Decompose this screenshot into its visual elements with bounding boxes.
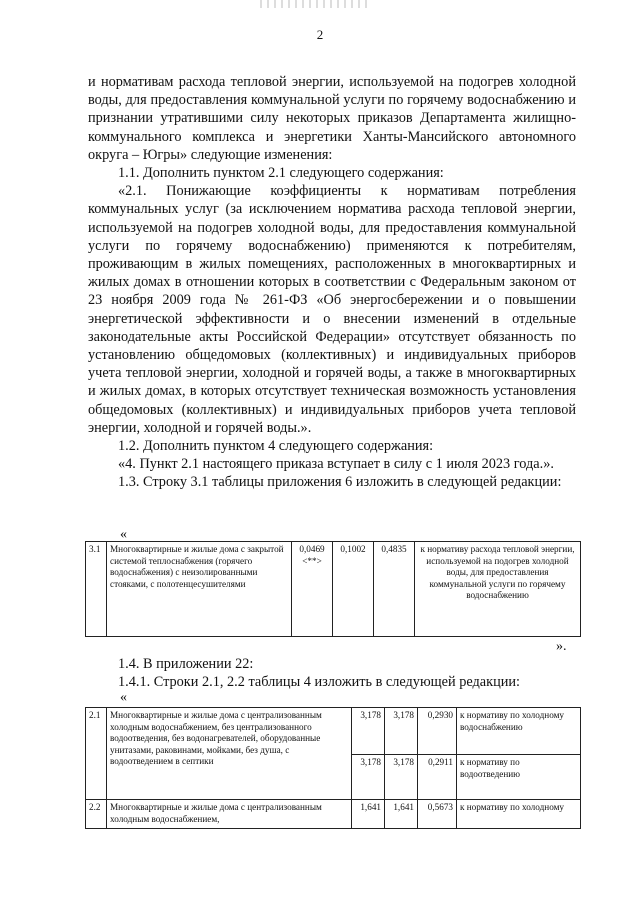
- page-number: 2: [316, 27, 324, 42]
- value-3: 0,5673: [418, 800, 457, 829]
- row-note: к нормативу по водоотведению: [457, 755, 581, 800]
- value-2: 3,178: [385, 755, 418, 800]
- table-row: [86, 708, 581, 755]
- row-description: Многоквартирные и жилые дома с централизованным холодным водоснабжением,: [107, 800, 352, 829]
- row-description: Многоквартирные и жилые дома с централизованным холодным водоснабжением, без централизованного водоотведения, без водонагревателей, оборудованные унитазами, раковинами, мойками, без душа, с водоотведением в септики: [107, 708, 352, 800]
- row-note: к нормативу по холодному водоснабжению: [457, 708, 581, 755]
- value-3: 0,2930: [418, 708, 457, 755]
- paragraph-intro: и нормативам расхода тепловой энергии, используемой на подогрев холодной воды, для предоставления коммунальной услуги по горячему водоснабжению и признании утратившими силу некоторых приказов Департамента жилищно-коммунального комплекса и энергетики Ханты-Мансийского автономного округа – Югры» следующие изменения:: [88, 74, 576, 163]
- table-row: [86, 542, 581, 637]
- paragraph-1-4-1: 1.4.1. Строки 2.1, 2.2 таблицы 4 изложить в следующей редакции:: [118, 674, 521, 691]
- row-number: 2.1: [86, 708, 107, 800]
- row-note: к нормативу по холодному: [457, 800, 581, 829]
- open-quote-1: «: [120, 527, 127, 542]
- value-1: 0,0469: [299, 544, 325, 554]
- table-appendix-22: [85, 707, 581, 829]
- value-3: 0,4835: [374, 542, 415, 637]
- document-body: [88, 73, 576, 492]
- paragraph-4-quote: «4. Пункт 2.1 настоящего приказа вступает в силу с 1 июля 2023 года.».: [118, 456, 554, 473]
- open-quote-2: «: [120, 690, 127, 705]
- value-1: 3,178: [352, 708, 385, 755]
- value-2: 0,1002: [333, 542, 374, 637]
- value-3: 0,2911: [418, 755, 457, 800]
- paragraph-1-4: 1.4. В приложении 22:: [118, 656, 254, 672]
- table-appendix-6: [85, 541, 581, 637]
- row-note: к нормативу расхода тепловой энергии, используемой на подогрев холодной воды, для предоставления коммунальной услуги по горячему водоснабжению: [415, 542, 581, 637]
- paragraph-2-1-quote: «2.1. Понижающие коэффициенты к нормативам потребления коммунальных услуг (за исключением норматива расхода тепловой энергии, используемой на подогрев холодной воды, для предоставления коммунальной услуги по горячему водоснабжению) применяются к потребителям, проживающим в жилых помещениях, расположенных в многоквартирных и жилых домах в отношении которых в соответствии с Федеральным законом от 23 ноября 2009 года № 261-ФЗ «Об энергосбережении и о повышении энергетической эффективности и о внесении изменений в отдельные законодательные акты Российской Федерации» отсутствует обязанность по установлению общедомовых (коллективных) и индивидуальных приборов учета тепловой энергии, холодной и горячей воды, а также в многоквартирных и жилых домах, в которых отсутствует техническая возможность установления общедомовых (коллективных) и индивидуальных приборов учета тепловой энергии, холодной и горячей воды.».: [88, 183, 576, 436]
- paragraph-1-3: 1.3. Строку 3.1 таблицы приложения 6 изложить в следующей редакции:: [118, 474, 562, 491]
- table-row: [86, 800, 581, 829]
- row-number: 2.2: [86, 800, 107, 829]
- value-1: 1,641: [352, 800, 385, 829]
- document-body-2: [88, 655, 576, 691]
- scan-artifact: [260, 0, 370, 8]
- value-2: 3,178: [385, 708, 418, 755]
- paragraph-1-2: 1.2. Дополнить пунктом 4 следующего содержания:: [118, 438, 434, 455]
- value-1-footnote: <**>: [302, 555, 322, 566]
- value-1: 3,178: [352, 755, 385, 800]
- row-description: Многоквартирные и жилые дома с закрытой системой теплоснабжения (горячего водоснабжения) с неизолированными стояками, с полотенцесушителями: [107, 542, 292, 637]
- close-quote-1: ».: [556, 639, 567, 654]
- value-2: 1,641: [385, 800, 418, 829]
- value-cell: [292, 542, 333, 637]
- paragraph-1-1: 1.1. Дополнить пунктом 2.1 следующего содержания:: [118, 165, 444, 182]
- row-number: 3.1: [86, 542, 107, 637]
